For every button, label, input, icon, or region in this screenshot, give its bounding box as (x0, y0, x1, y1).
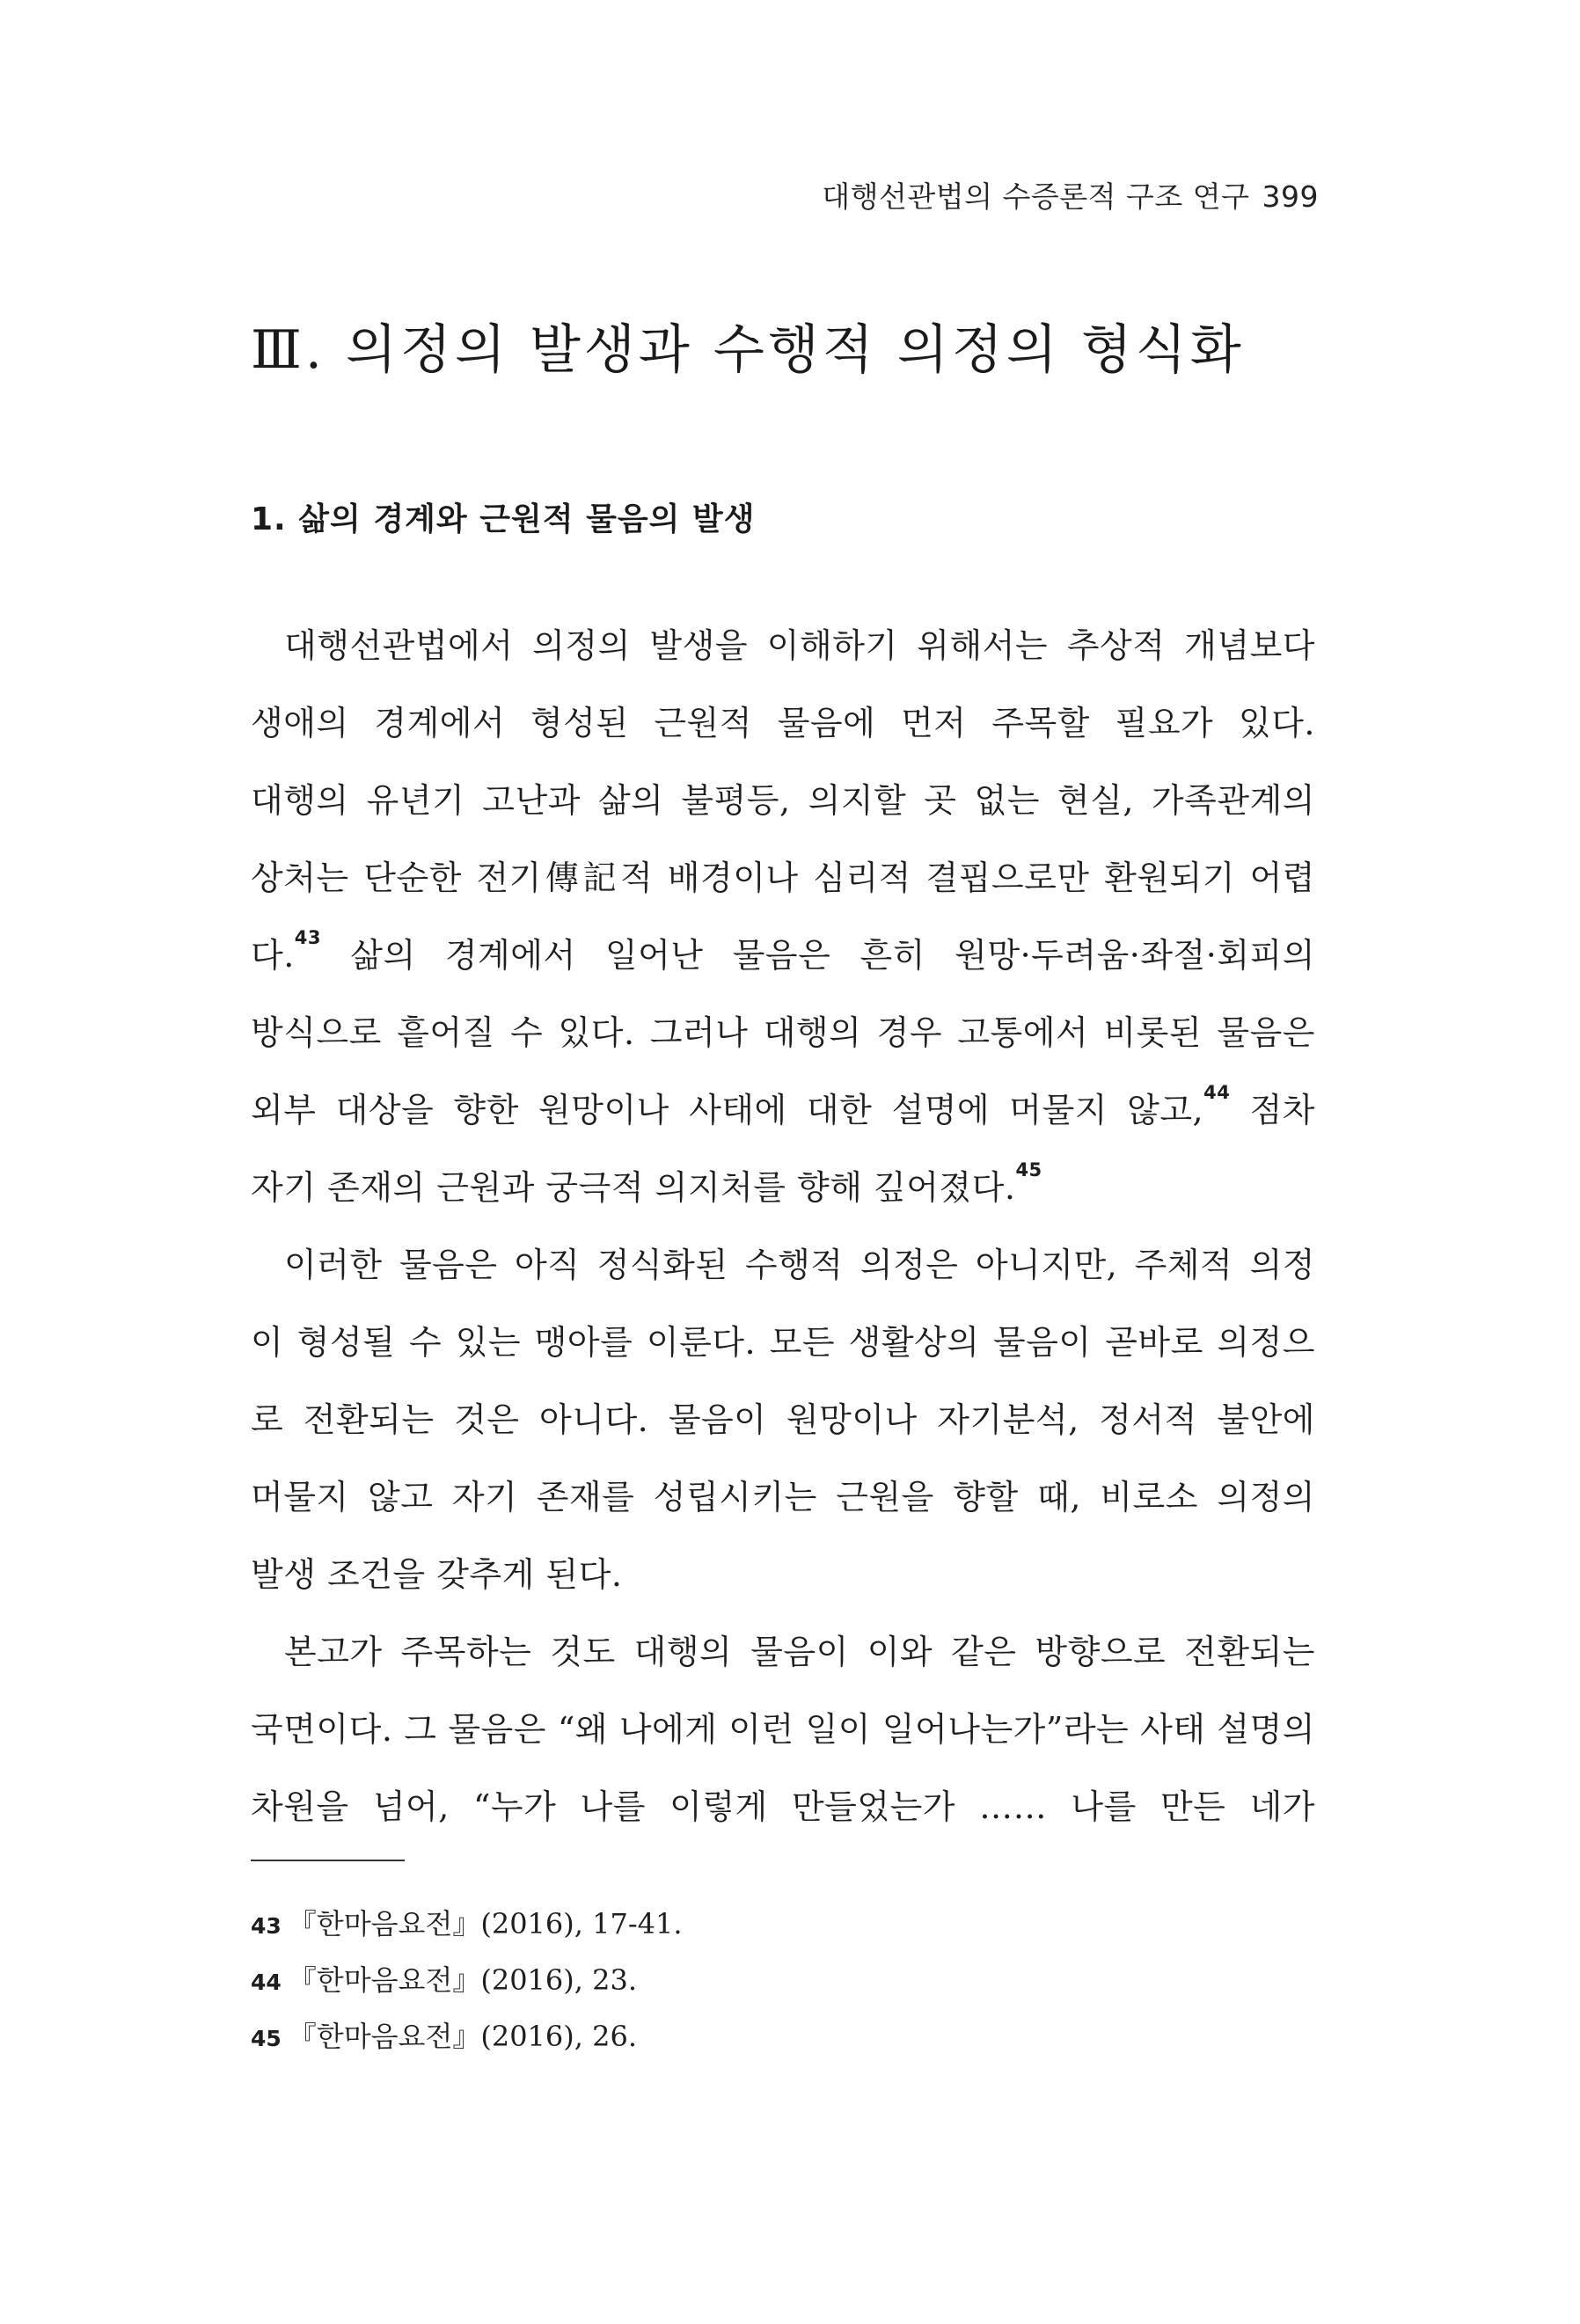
footnotes (251, 1896, 683, 2065)
footnote-text: 『한마음요전』(2016), 23. (288, 1963, 637, 1997)
footnote-item (251, 1896, 683, 1952)
footnote-ref[interactable]: 45 (1015, 1159, 1042, 1180)
footnote-ref[interactable]: 43 (294, 927, 322, 948)
line-text: 외부 대상을 향한 원망이나 사태에 대한 설명에 머물지 않고, (251, 1091, 1204, 1129)
paragraph-line (251, 917, 1315, 994)
paragraph-line: 상처는 단순한 전기傳記적 배경이나 심리적 결핍으로만 환원되기 어렵 (251, 859, 1315, 897)
running-header (822, 174, 1319, 216)
paragraph-line: 국면이다. 그 물음은 “왜 나에게 이런 일이 일어나는가”라는 사태 설명의 (251, 1710, 1315, 1749)
body-text (251, 607, 1315, 1845)
footnote-number: 44 (251, 1970, 282, 1995)
paragraph-line (251, 1071, 1315, 1149)
page-number: 399 (1262, 179, 1319, 214)
footnote-ref[interactable]: 44 (1203, 1082, 1231, 1103)
footnote-text: 『한마음요전』(2016), 26. (288, 2020, 637, 2053)
line-text: 삶의 경계에서 일어난 물음은 흔히 원망·두려움·좌절·회피의 (350, 936, 1315, 975)
footnote-text: 『한마음요전』(2016), 17-41. (288, 1907, 683, 1940)
footnote-number: 45 (251, 2026, 282, 2051)
paragraph-line: 방식으로 흩어질 수 있다. 그러나 대행의 경우 고통에서 비롯된 물음은 (251, 1013, 1315, 1052)
section-title: Ⅲ. 의정의 발생과 수행적 의정의 형식화 (251, 319, 1245, 381)
paragraph-line: 이 형성될 수 있는 맹아를 이룬다. 모든 생활상의 물음이 곧바로 의정으 (251, 1323, 1315, 1362)
paragraph-line: 발생 조건을 갖추게 된다. (251, 1555, 623, 1594)
line-text: 다. (251, 936, 295, 975)
line-text: 점차 (1249, 1091, 1315, 1129)
footnote-number: 43 (251, 1913, 282, 1939)
paragraph-line (251, 1149, 1315, 1226)
footnote-item (251, 1952, 683, 2008)
footnote-item (251, 2008, 683, 2065)
paragraph-line: 대행의 유년기 고난과 삶의 불평등, 의지할 곳 없는 현실, 가족관계의 (251, 781, 1315, 820)
paragraph-line: 본고가 주목하는 것도 대행의 물음이 이와 같은 방향으로 전환되는 (284, 1633, 1315, 1671)
paragraph-line: 생애의 경계에서 형성된 근원적 물음에 먼저 주목할 필요가 있다. (251, 704, 1315, 742)
subsection-title: 1. 삶의 경계와 근원적 물음의 발생 (251, 501, 756, 537)
paragraph-line: 로 전환되는 것은 아니다. 물음이 원망이나 자기분석, 정서적 불안에 (251, 1400, 1315, 1439)
line-text: 자기 존재의 근원과 궁극적 의지처를 향해 깊어졌다. (251, 1168, 1016, 1207)
footnote-divider (251, 1860, 405, 1861)
paragraph-line: 대행선관법에서 의정의 발생을 이해하기 위해서는 추상적 개념보다 (284, 626, 1315, 665)
paragraph-line: 이러한 물음은 아직 정식화된 수행적 의정은 아니지만, 주체적 의정 (284, 1246, 1315, 1284)
running-title: 대행선관법의 수증론적 구조 연구 (822, 179, 1250, 214)
paragraph-line: 머물지 않고 자기 존재를 성립시키는 근원을 향할 때, 비로소 의정의 (251, 1478, 1315, 1516)
paragraph-line: 차원을 넘어, “누가 나를 이렇게 만들었는가 …… 나를 만든 네가 (251, 1787, 1315, 1826)
